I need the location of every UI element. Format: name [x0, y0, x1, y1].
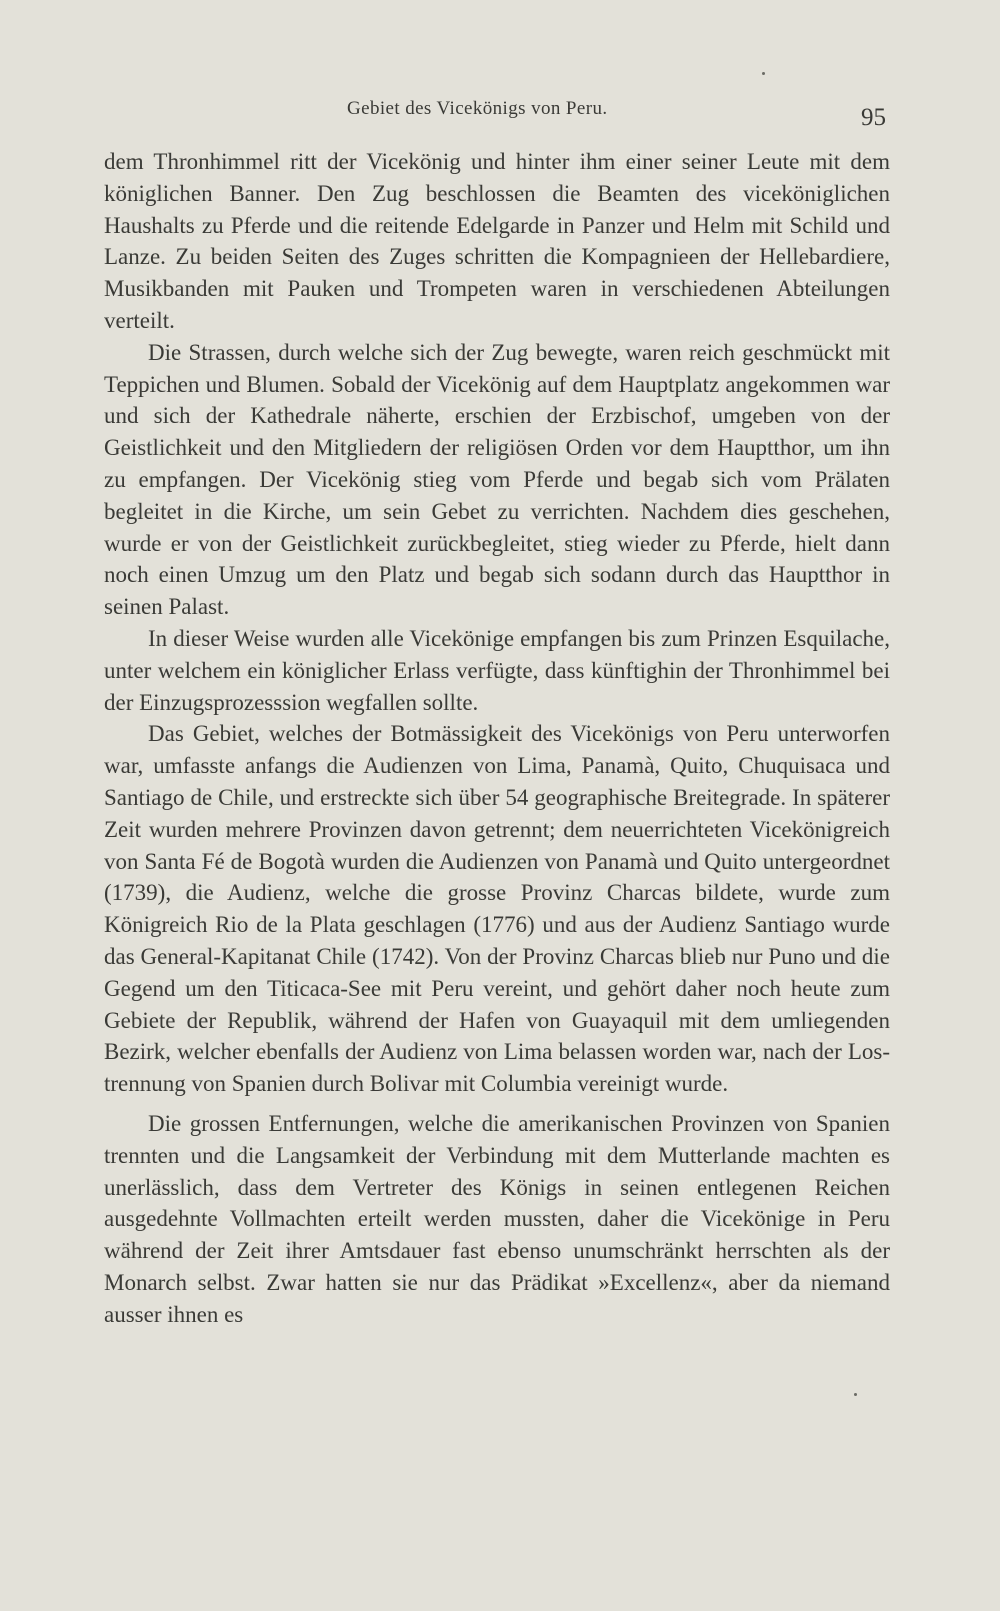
running-head: [104, 98, 890, 138]
running-title: Gebiet des Vicekönigs von Peru.: [347, 98, 608, 119]
paragraph-1: dem Thronhimmel ritt der Vicekönig und hinter ihm einer seiner Leute mit dem königlichen Banner. Den Zug beschlossen die Beamten des viceköniglichen Haushalts zu Pferde und die reitende Edelgarde in Panzer und Helm mit Schild und Lanze. Zu beiden Seiten des Zuges schritten die Kompagnieen der Hellebardiere, Musikbanden mit Pauken und Trompeten waren in verschiedenen Abteilungen verteilt.: [104, 149, 890, 333]
paragraph-2: Die Strassen, durch welche sich der Zug bewegte, waren reich geschmückt mit Teppichen und Blumen. Sobald der Vicekönig auf dem Hauptplatz angekommen war und sich der Kathedrale näherte, erschien der Erzbischof, umgeben von der Geistlichkeit und den Mitgliedern der religiösen Orden vor dem Hauptthor, um ihn zu empfangen. Der Vicekönig stieg vom Pferde und begab sich vom Prälaten begleitet in die Kirche, um sein Gebet zu verrichten. Nachdem dies geschehen, wurde er von der Geistlichkeit zurückbegleitet, stieg wieder zu Pferde, hielt dann noch einen Umzug um den Platz und begab sich sodann durch das Hauptthor in seinen Palast.: [104, 339, 890, 620]
paragraph-3: In dieser Weise wurden alle Vicekönige empfangen bis zum Prinzen Esquilache, unter welchem ein königlicher Erlass verfügte, dass künftighin der Thronhimmel bei der Einzugsprozesssion wegfallen sollte.: [104, 625, 890, 715]
page-number: 95: [861, 104, 886, 131]
body-text: [104, 146, 890, 1330]
paragraph-4: Das Gebiet, welches der Botmässigkeit des Vicekönigs von Peru unterworfen war, umfasste anfangs die Audienzen von Lima, Panamà, Quito, Chuquisaca und Santiago de Chile, und erstreckte sich über 54 geographische Breitegrade. In späterer Zeit wurden mehrere Provinzen davon getrennt; dem neuerrichteten Vicekönigreich von Santa Fé de Bogotà wurden die Audienzen von Panamà und Quito untergeordnet (1739), die Audienz, welche die grosse Provinz Charcas bildete, wurde zum Königreich Rio de la Plata geschlagen (1776) und aus der Audienz Santiago wurde das General-Kapitanat Chile (1742). Von der Provinz Charcas blieb nur Puno und die Gegend um den Titicaca-See mit Peru vereint, und gehört daher noch heute zum Gebiete der Republik, während der Hafen von Guayaquil mit dem umliegenden Bezirk, welcher ebenfalls der Audienz von Lima belassen worden war, nach der Lostrennung von Spanien durch Bolivar mit Columbia vereinigt wurde.: [104, 721, 890, 1097]
paper-speck: [854, 1393, 857, 1396]
paper-speck: [762, 72, 765, 75]
paragraph-5: Die grossen Entfernungen, welche die amerikanischen Provinzen von Spanien trennten und die Langsamkeit der Verbindung mit dem Mutterlande machten es unerlässlich, dass dem Vertreter des Königs in seinen entlegenen Reichen ausgedehnte Vollmachten erteilt werden mussten, daher die Vicekönige in Peru während der Zeit ihrer Amtsdauer fast ebenso unumschränkt herrschten als der Monarch selbst. Zwar hatten sie nur das Prädikat »Excellenz«, aber da niemand ausser ihnen es: [104, 1110, 890, 1327]
